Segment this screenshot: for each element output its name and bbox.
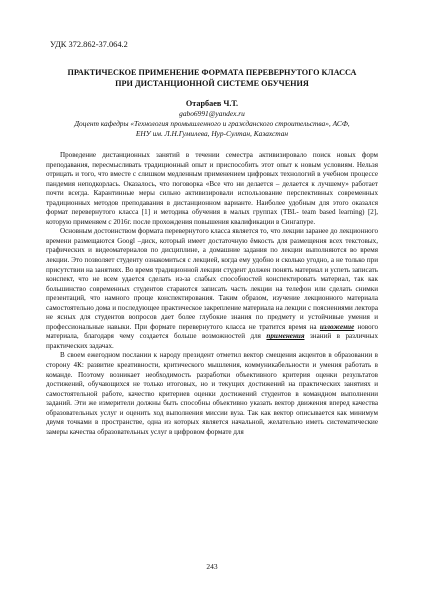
affiliation-line-2: ЕНУ им. Л.Н.Гумилева, Нур-Султан, Казахстан xyxy=(135,129,289,138)
paragraph-2 xyxy=(46,227,378,351)
page-number: 243 xyxy=(206,562,218,571)
emphasis-izlozhenie: изложение xyxy=(319,322,355,331)
paragraph-2-text: Основным достоинством формата перевернутого класса является то, что лекции заранее до лекционного времени размещаются Googl –диск, который имеет достаточную ёмкость для размещения всех текстовых, графических и видеоматериалов по дисциплине, а домашние задания по лекции выполняются во время лекции. Это позволяет студенту ознакомиться с лекцией, когда ему удобно и сколько угодно, а не только при присутствии на занятиях. Во время традиционной лекции студент должен понять материал и успеть записать конспект, что не всем удается сделать из-за слабых способностей конспектировать материал, так как большинство современных студентов стараются записать часть лекции на телефон или сделать снимки презентаций, что намного проще конспектирования. Таким образом, изучение лекционного материала самостоятельно дома и последующее практическое закрепление материала на лекции с пояснениями лектора не ясных для студентов вопросов дает более глубокие знания по предмету и устойчивые умения и профессиональные навыки. При формате перевернутого класса не тратится время на xyxy=(46,227,378,331)
author-email: gabo6991@yandex.ru xyxy=(179,109,245,118)
author-name: Отарбаев Ч.Т. xyxy=(185,99,239,108)
emphasis-primenenie: применения xyxy=(266,332,305,341)
udk-code: УДК 372.862-37.064.2 xyxy=(50,40,128,49)
paragraph-3: В своем ежегодном послании к народу президент отметил вектор смещения акцентов в образовании в сторону 4К: развитие креативности, критического мышления, коммуникабельности и умения работать в команде. Поэтому возникает необходимость разработки объективного критерия оценки результатов достижений, обучающихся не только итоговых, но и текущих достижений на практических занятиях и самостоятельной работе, качество критериев оценки достижений студентов в командном выполнении заданий. Эти же измерители должны быть способны объективно указать вектор движения вперед качества образовательных услуг и оценить ход выполнения миссии вуза. Так как вектор описывается как минимум двумя точками в пространстве, одна из которых является начальной, желательно иметь систематические замеры качества образовательных услуг в цифровом формате для xyxy=(46,351,378,436)
title-line-2: ПРИ ДИСТАНЦИОННОЙ СИСТЕМЕ ОБУЧЕНИЯ xyxy=(115,79,309,88)
paragraph-2-end: знаний в различных практических задачах. xyxy=(46,332,378,350)
article-title xyxy=(46,67,378,89)
paragraph-2-mid: нового материала, благодаря чему создается больше возможностей для xyxy=(46,322,378,341)
article-body xyxy=(46,151,378,437)
title-line-1: ПРАКТИЧЕСКОЕ ПРИМЕНЕНИЕ ФОРМАТА ПЕРЕВЕРНУТОГО КЛАССА xyxy=(67,68,357,77)
paragraph-1: Проведение дистанционных занятий в течении семестра активизировало поиск новых форм преподавания, пересмысливать традиционный опыт и приспособить этот опыт к новым условиям. Нельзя отрицать и того, что вместе с слишком медленным применением цифровых технологий в учебном процессе пандемия неподкорлась. Оказалось, что поговорка «Все что ни делается – делается к лучшему» работает почти всегда. Карантинные меры сильно активизировали использование перспективных современных традиционных методов преподавания в дистанционном варианте. Наиболее удобным для этого оказался формат перевернутого класса [1] и методика обучения в малых группах (TBL- team based learning) [2], которую применяем с 2016г. после прохождения повышения квалификации в Сингапуре. xyxy=(46,151,378,226)
author-affiliation xyxy=(46,119,378,139)
affiliation-line-1: Доцент кафедры «Технология промышленного и гражданского строительства», АСФ, xyxy=(74,119,350,128)
